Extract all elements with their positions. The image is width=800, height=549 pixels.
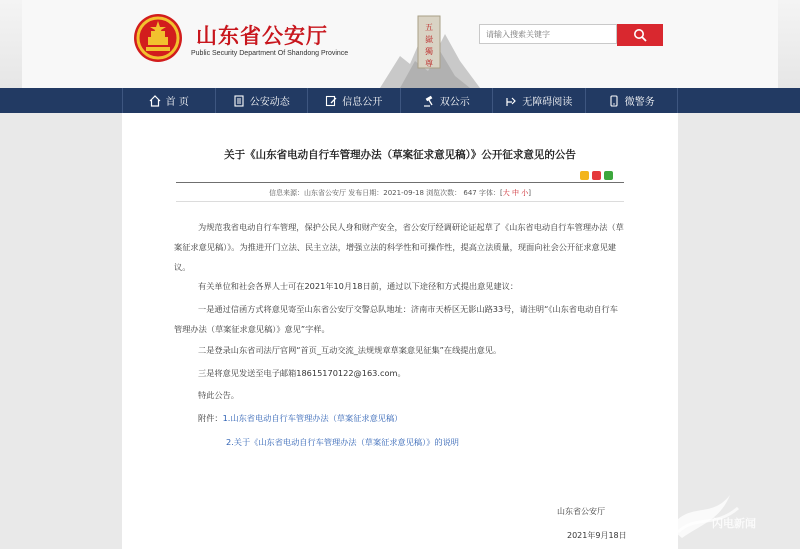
mobile-icon	[608, 95, 620, 107]
nav-item-label: 首 页	[165, 97, 189, 108]
meta-divider	[176, 201, 624, 202]
share-buttons	[580, 171, 613, 180]
document-icon	[233, 95, 245, 107]
meta-info: 信息来源：山东省公安厅 发布日期：2021-09-18 浏览次数： 647 字体：[	[269, 189, 503, 197]
paragraph-closing: 特此公告。	[198, 390, 239, 400]
attachment-line-2	[226, 432, 626, 452]
article-title: 关于《山东省电动自行车管理办法（草案征求意见稿）》公开征求意见的公告	[224, 149, 576, 161]
paragraph-method-online: 二是登录山东省司法厅官网“首页_互动交流_法规规章草案意见征集”在线提出意见。	[198, 345, 502, 355]
nav-item-label: 微警务	[624, 97, 655, 108]
nav-item-home[interactable]	[122, 88, 215, 113]
attachment-label: 附件：	[198, 413, 223, 423]
attachment-link-2[interactable]: 2.关于《山东省电动自行车管理办法（草案征求意见稿）》的说明	[226, 437, 459, 447]
site-title: 山东省公安厅	[196, 24, 328, 48]
svg-text:獨: 獨	[425, 47, 433, 56]
site-subtitle: Public Security Department Of Shandong Province	[191, 50, 349, 57]
search-input[interactable]	[479, 24, 617, 44]
publish-date: 2021年9月18日	[567, 531, 627, 540]
article-container	[122, 113, 678, 549]
font-size-large-link[interactable]: 大	[502, 189, 510, 197]
mount-tai-emblem	[380, 6, 480, 88]
article-meta	[122, 188, 678, 198]
paragraph-deadline: 有关单位和社会各界人士可在2021年10月18日前，通过以下途径和方式提出意见建议：	[198, 281, 519, 291]
main-nav	[0, 88, 800, 113]
nav-item-label: 双公示	[439, 97, 470, 108]
paragraph-intro: 为规范我省电动自行车管理，保护公民人身和财产安全，省公安厅经调研论证起草了《山东省电动自行车管理办法（草案征求意见稿）》。为推进开门立法、民主立法，增强立法的科学性和可操作性，提高立法质量，现面向社会公开征求意见建议。	[174, 222, 624, 272]
svg-text:尊: 尊	[425, 59, 433, 68]
nav-item-info-disclosure[interactable]	[307, 88, 400, 113]
site-header	[0, 0, 800, 88]
share-qzone-icon[interactable]	[580, 171, 589, 180]
title-divider	[176, 182, 624, 183]
meta-bracket: ]	[528, 189, 531, 197]
search-button[interactable]	[617, 24, 663, 46]
nav-item-label: 信息公开	[342, 97, 383, 108]
signer: 山东省公安厅	[557, 507, 605, 516]
nav-item-label: 无障碍阅读	[522, 97, 573, 108]
paragraph-method-mail: 一是通过信函方式将意见寄至山东省公安厅交警总队地址：济南市天桥区无影山路33号，请注明“《山东省电动自行车管理办法（草案征求意见稿）》意见”字样。	[174, 304, 618, 334]
attachments-line	[174, 408, 624, 428]
paragraph-method-email: 三是将意见发送至电子邮箱18615170122@163.com。	[198, 368, 406, 378]
accessibility-icon	[505, 95, 517, 107]
search-icon	[633, 28, 647, 42]
svg-text:闪电新闻: 闪电新闻	[712, 517, 756, 530]
share-weibo-icon[interactable]	[592, 171, 601, 180]
nav-item-police-news[interactable]	[215, 88, 308, 113]
watermark-logo	[660, 480, 800, 540]
font-size-small-link[interactable]: 小	[521, 189, 529, 197]
nav-item-accessible-reading[interactable]	[492, 88, 585, 113]
svg-text:嶽: 嶽	[425, 35, 433, 44]
edit-document-icon	[325, 95, 337, 107]
font-size-medium-link[interactable]: 中	[511, 189, 519, 197]
nav-item-double-publicity[interactable]	[400, 88, 493, 113]
nav-item-label: 公安动态	[249, 97, 290, 108]
svg-text:五: 五	[425, 23, 433, 32]
share-wechat-icon[interactable]	[604, 171, 613, 180]
gavel-icon	[423, 95, 435, 107]
attachment-link-1[interactable]: 1.山东省电动自行车管理办法（草案征求意见稿）	[222, 413, 403, 423]
nav-item-micro-police[interactable]	[585, 88, 679, 113]
national-emblem-icon	[133, 13, 183, 63]
home-icon	[149, 95, 161, 107]
